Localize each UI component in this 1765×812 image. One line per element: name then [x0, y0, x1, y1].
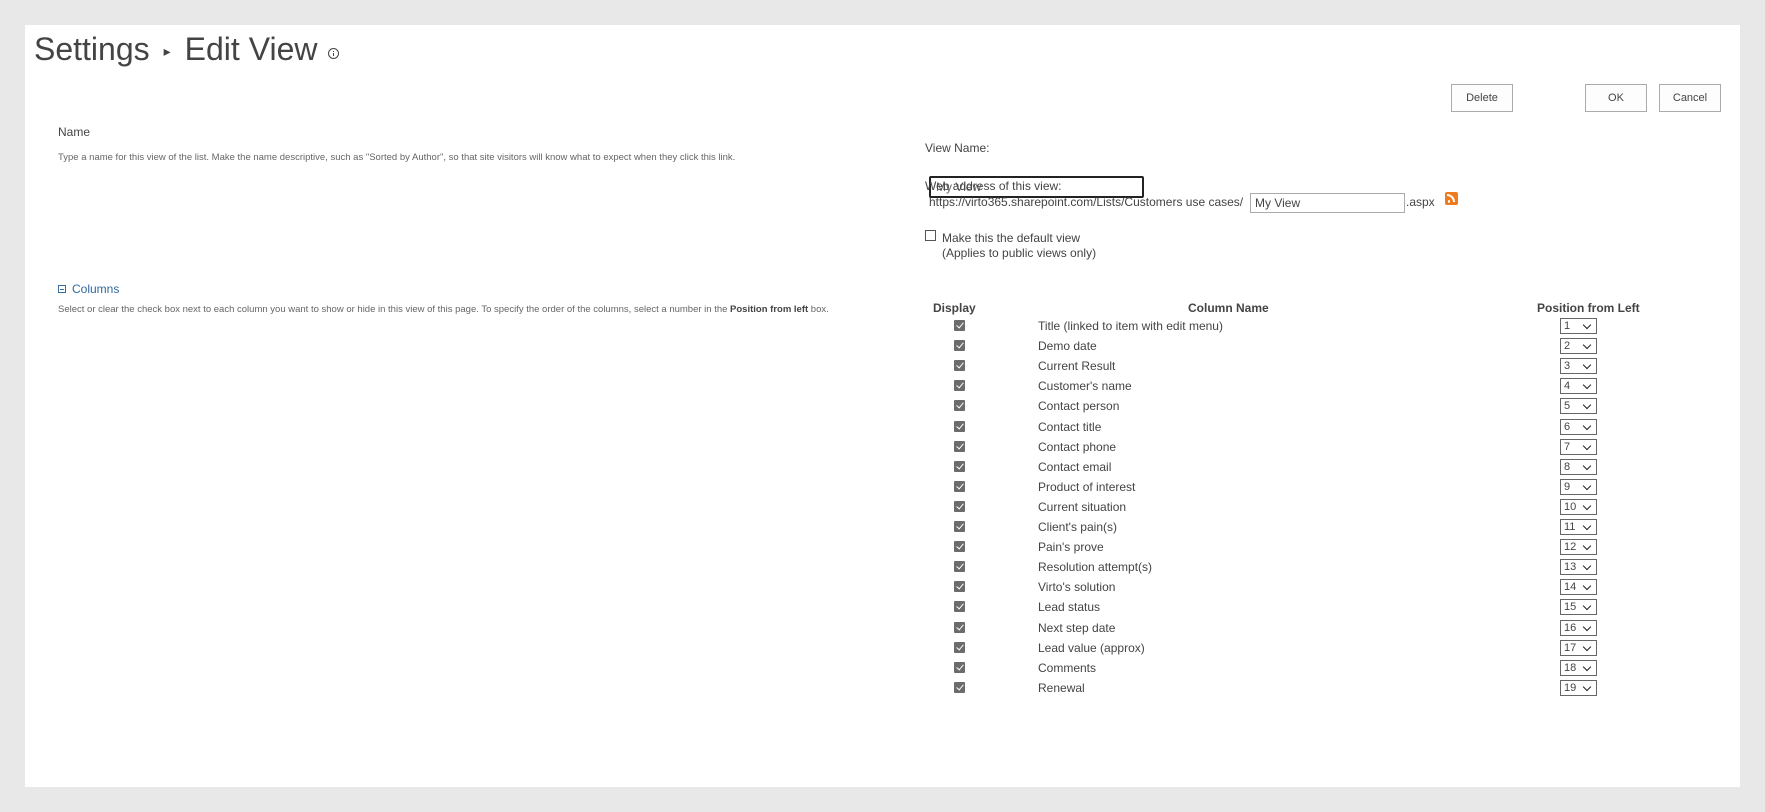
table-row — [25, 458, 1740, 478]
column-name: Contact phone — [1038, 439, 1117, 454]
position-value: 7 — [1564, 440, 1571, 453]
column-name: Pain's prove — [1038, 540, 1104, 555]
chevron-down-icon — [1583, 461, 1591, 469]
table-row — [25, 438, 1740, 458]
position-value: 5 — [1564, 400, 1571, 413]
column-name: Next step date — [1038, 620, 1116, 635]
display-checkbox[interactable] — [954, 622, 965, 633]
url-suffix: .aspx — [1406, 195, 1435, 209]
table-row — [25, 578, 1740, 598]
table-row — [25, 598, 1740, 618]
display-checkbox[interactable] — [954, 501, 965, 512]
chevron-down-icon — [1583, 441, 1591, 449]
breadcrumb-settings[interactable]: Settings — [34, 31, 150, 67]
table-row — [25, 418, 1740, 438]
position-select[interactable] — [1560, 439, 1597, 455]
web-address-label: Web address of this view: — [925, 179, 1062, 193]
position-value: 15 — [1564, 601, 1577, 614]
position-select[interactable] — [1560, 378, 1597, 394]
table-row — [25, 538, 1740, 558]
chevron-down-icon — [1583, 522, 1591, 530]
table-row — [25, 357, 1740, 377]
column-name: Title (linked to item with edit menu) — [1038, 319, 1223, 333]
display-checkbox[interactable] — [954, 421, 965, 432]
display-checkbox[interactable] — [954, 340, 965, 351]
position-select[interactable] — [1560, 358, 1597, 374]
position-value: 14 — [1564, 581, 1577, 594]
table-row — [25, 377, 1740, 397]
cancel-button[interactable]: Cancel — [1659, 84, 1721, 112]
position-select[interactable] — [1560, 599, 1597, 615]
display-checkbox[interactable] — [954, 441, 965, 452]
chevron-down-icon — [1583, 502, 1591, 510]
columns-description-text: Select or clear the check box next to each column you want to show or hide in this view of this page. To specify the order of the columns, select a number in the — [58, 304, 731, 315]
default-view-label: Make this the default view — [942, 231, 1081, 245]
position-value: 2 — [1564, 340, 1571, 353]
column-name: Contact person — [1038, 399, 1120, 414]
position-value: 10 — [1564, 500, 1577, 513]
position-select[interactable] — [1560, 499, 1597, 515]
chevron-down-icon — [1583, 683, 1591, 691]
position-value: 4 — [1564, 380, 1571, 393]
position-select[interactable] — [1560, 479, 1597, 495]
chevron-down-icon — [1583, 321, 1591, 329]
position-select[interactable] — [1560, 539, 1597, 555]
web-address-input[interactable] — [1250, 193, 1405, 213]
chevron-down-icon — [1583, 381, 1591, 389]
chevron-down-icon — [1583, 662, 1591, 670]
display-checkbox[interactable] — [954, 481, 965, 492]
table-row — [25, 659, 1740, 679]
name-section-label: Name — [58, 125, 91, 139]
table-row — [25, 558, 1740, 578]
chevron-down-icon — [1583, 361, 1591, 369]
position-select[interactable] — [1560, 620, 1597, 636]
position-select[interactable] — [1560, 640, 1597, 656]
chevron-down-icon — [1583, 401, 1591, 409]
display-checkbox[interactable] — [954, 682, 965, 693]
position-select[interactable] — [1560, 419, 1597, 435]
delete-button[interactable]: Delete — [1451, 84, 1513, 112]
url-prefix: https://virto365.sharepoint.com/Lists/Customers use cases/ — [929, 195, 1244, 209]
position-value: 13 — [1564, 561, 1577, 574]
column-name: Customer's name — [1038, 379, 1132, 394]
position-value: 16 — [1564, 621, 1577, 634]
position-select[interactable] — [1560, 559, 1597, 575]
table-row — [25, 337, 1740, 357]
column-name: Current Result — [1038, 359, 1116, 374]
table-row — [25, 317, 1740, 337]
chevron-down-icon — [1583, 582, 1591, 590]
table-row — [25, 518, 1740, 538]
page-title-text: Edit View — [184, 31, 318, 67]
column-name: Current situation — [1038, 499, 1127, 514]
position-select[interactable] — [1560, 338, 1597, 354]
position-header: Position from Left — [1537, 301, 1640, 315]
table-row — [25, 498, 1740, 518]
name-section-description: Type a name for this view of the list. Make the name descriptive, such as "Sorted by Author", so that site visitors will know what to expect when they click this link. — [58, 152, 736, 163]
position-value: 17 — [1564, 641, 1577, 654]
chevron-down-icon — [1583, 341, 1591, 349]
chevron-down-icon — [1583, 542, 1591, 550]
display-checkbox[interactable] — [954, 642, 965, 653]
display-column-header: Display — [933, 301, 976, 315]
table-row — [25, 639, 1740, 659]
display-checkbox[interactable] — [954, 360, 965, 371]
column-name: Renewal — [1038, 680, 1085, 695]
position-select[interactable] — [1560, 459, 1597, 475]
display-checkbox[interactable] — [954, 320, 965, 331]
position-value: 12 — [1564, 541, 1577, 554]
position-value: 3 — [1564, 360, 1571, 373]
chevron-down-icon — [1583, 421, 1591, 429]
position-value: 9 — [1564, 480, 1571, 493]
position-select[interactable] — [1560, 318, 1597, 334]
display-checkbox[interactable] — [954, 601, 965, 612]
position-value: 19 — [1564, 681, 1577, 694]
display-checkbox[interactable] — [954, 461, 965, 472]
column-name: Client's pain(s) — [1038, 520, 1117, 534]
position-select[interactable] — [1560, 519, 1597, 535]
display-checkbox[interactable] — [954, 541, 965, 552]
info-icon[interactable] — [328, 48, 339, 59]
column-name: Product of interest — [1038, 479, 1136, 494]
chevron-down-icon — [1583, 642, 1591, 650]
display-checkbox[interactable] — [954, 521, 965, 532]
column-name-header: Column Name — [1188, 301, 1269, 315]
chevron-down-icon — [1583, 622, 1591, 630]
chevron-down-icon — [1583, 482, 1591, 490]
default-view-checkbox[interactable] — [925, 230, 936, 241]
position-value: 8 — [1564, 460, 1571, 473]
table-row — [25, 478, 1740, 498]
display-checkbox[interactable] — [954, 662, 965, 673]
table-row — [25, 679, 1740, 699]
display-checkbox[interactable] — [954, 400, 965, 411]
position-value: 11 — [1564, 521, 1576, 533]
column-name: Contact title — [1038, 419, 1102, 434]
chevron-down-icon — [1583, 562, 1591, 570]
position-select[interactable] — [1560, 660, 1597, 676]
columns-section-toggle[interactable] — [58, 282, 119, 296]
position-value: 18 — [1564, 661, 1577, 674]
page-title — [34, 31, 339, 68]
column-name: Lead status — [1038, 600, 1101, 615]
rss-feed-icon[interactable] — [1445, 192, 1458, 205]
default-view-note: (Applies to public views only) — [942, 246, 1097, 260]
columns-description-bold: Position from left — [730, 304, 809, 315]
column-name: Lead value (approx) — [1038, 640, 1145, 655]
view-name-label: View Name: — [925, 141, 990, 155]
display-checkbox[interactable] — [954, 380, 965, 391]
display-checkbox[interactable] — [954, 561, 965, 572]
table-row — [25, 397, 1740, 417]
display-checkbox[interactable] — [954, 581, 965, 592]
position-select[interactable] — [1560, 398, 1597, 414]
column-name: Demo date — [1038, 339, 1097, 354]
columns-section-description — [58, 304, 829, 315]
position-select[interactable] — [1560, 579, 1597, 595]
breadcrumb-separator-icon: ▸ — [163, 43, 171, 59]
collapse-icon[interactable] — [58, 285, 66, 293]
table-row — [25, 619, 1740, 639]
column-name: Resolution attempt(s) — [1038, 560, 1153, 575]
column-name: Contact email — [1038, 459, 1112, 474]
column-name: Virto's solution — [1038, 580, 1116, 595]
position-value: 6 — [1564, 420, 1571, 433]
column-name: Comments — [1038, 660, 1097, 675]
columns-description-end: box. — [808, 304, 829, 315]
columns-section-label[interactable]: Columns — [72, 282, 120, 296]
chevron-down-icon — [1583, 602, 1591, 610]
edit-view-page — [25, 25, 1740, 787]
position-value: 1 — [1564, 320, 1571, 332]
position-select[interactable] — [1560, 680, 1597, 696]
ok-button[interactable]: OK — [1585, 84, 1647, 112]
